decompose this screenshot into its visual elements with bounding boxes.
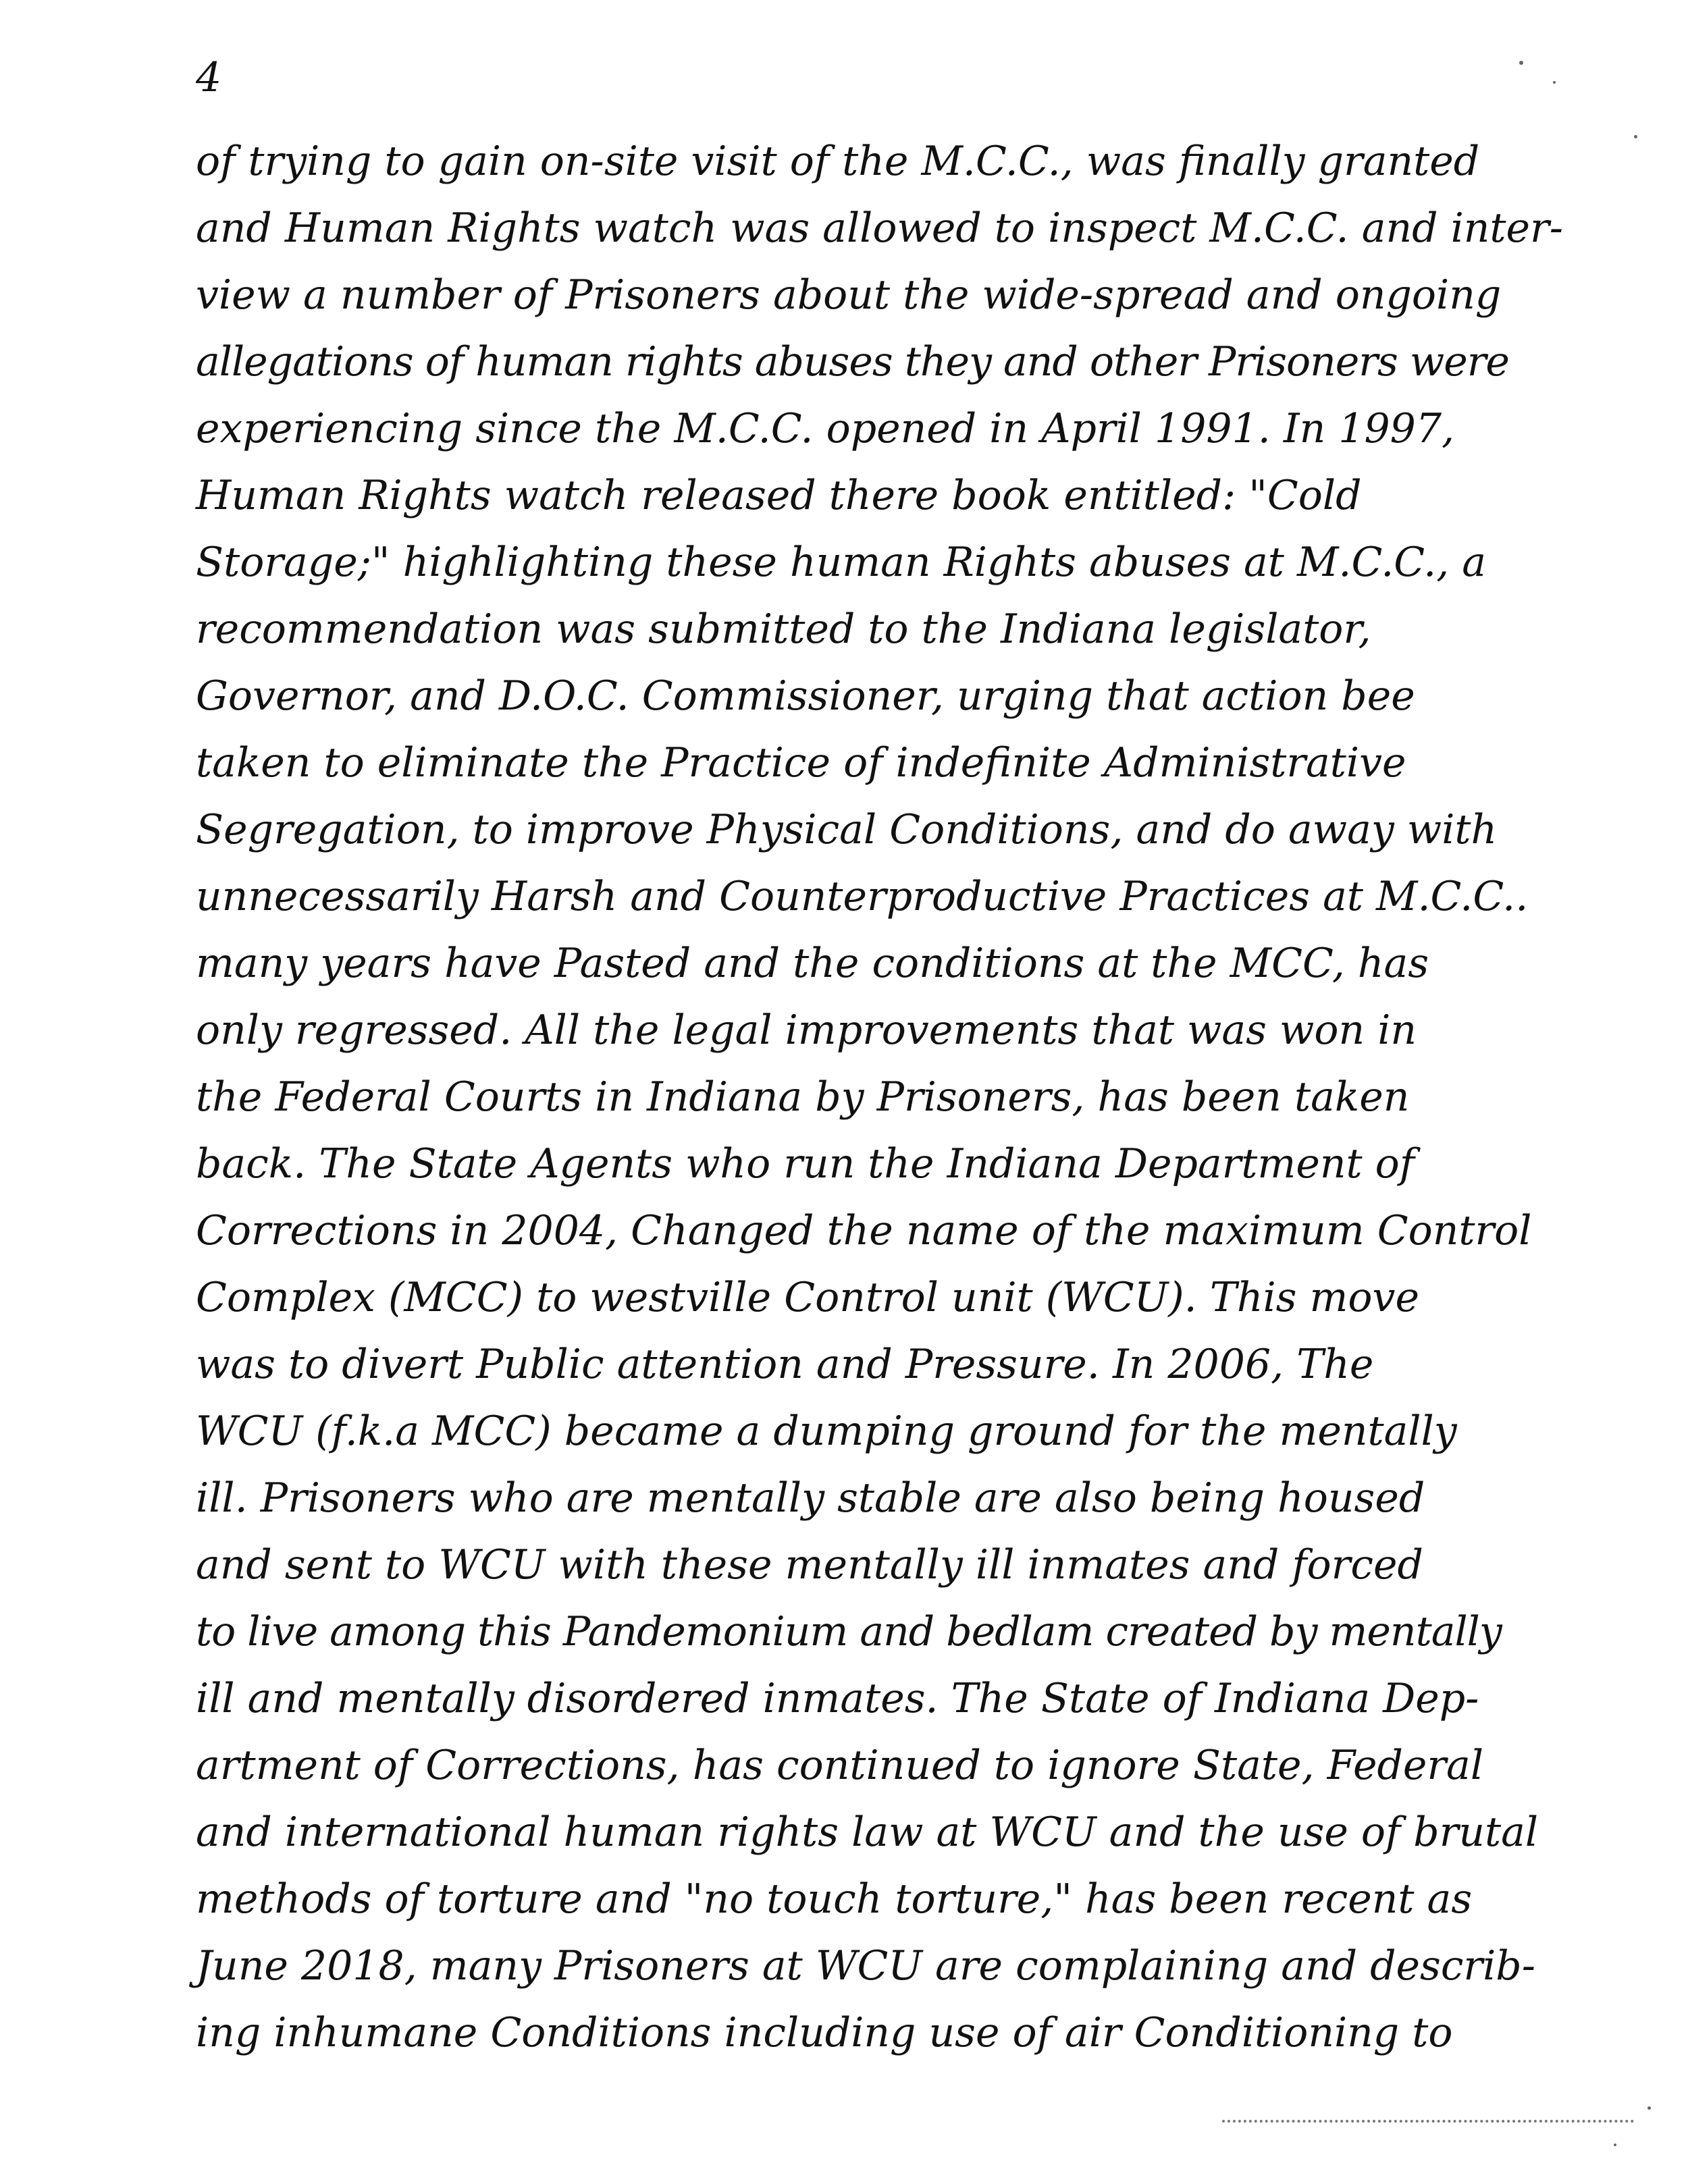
- handwritten-line: the Federal Courts in Indiana by Prisoners, has been taken: [196, 1073, 1410, 1121]
- page-number: 4: [196, 54, 222, 101]
- handwritten-line: to live among this Pandemonium and bedlam created by mentally: [196, 1608, 1502, 1655]
- scan-speck: [1553, 81, 1556, 84]
- handwritten-line: methods of torture and "no touch torture," has been recent as: [196, 1875, 1473, 1923]
- handwritten-line: many years have Pasted and the conditions at the MCC, has: [196, 940, 1429, 987]
- handwritten-line: Segregation, to improve Physical Conditions, and do away with: [196, 806, 1498, 853]
- handwritten-line: Corrections in 2004, Changed the name of the maximum Control: [196, 1207, 1532, 1254]
- handwritten-line: ill and mentally disordered inmates. The State of Indiana Dep-: [196, 1675, 1479, 1722]
- handwritten-body: [196, 128, 1641, 2067]
- handwritten-line: artment of Corrections, has continued to ignore State, Federal: [196, 1742, 1484, 1789]
- handwritten-line: back. The State Agents who run the Indiana Department of: [196, 1140, 1415, 1188]
- scan-speck: [1519, 61, 1523, 65]
- handwritten-line: June 2018, many Prisoners at WCU are complaining and describ-: [196, 1942, 1535, 1990]
- handwritten-line: Storage;" highlighting these human Rights abuses at M.C.C., a: [196, 539, 1487, 586]
- scan-dotted-rule: [1222, 2120, 1634, 2123]
- handwritten-line: ill. Prisoners who are mentally stable are also being housed: [196, 1474, 1425, 1522]
- handwritten-line: experiencing since the M.C.C. opened in April 1991. In 1997,: [196, 405, 1455, 452]
- scan-speck: [1614, 2143, 1616, 2146]
- handwritten-line: was to divert Public attention and Pressure. In 2006, The: [196, 1341, 1374, 1388]
- handwritten-line: Human Rights watch released there book entitled: "Cold: [196, 472, 1362, 519]
- handwritten-line: Governor, and D.O.C. Commissioner, urging that action bee: [196, 672, 1415, 720]
- handwritten-line: taken to eliminate the Practice of indefinite Administrative: [196, 739, 1406, 787]
- handwritten-line: and Human Rights watch was allowed to inspect M.C.C. and inter-: [196, 205, 1563, 252]
- scan-speck: [1647, 2106, 1651, 2110]
- handwritten-line: recommendation was submitted to the Indiana legislator,: [196, 606, 1371, 653]
- handwritten-line: and international human rights law at WCU and the use of brutal: [196, 1809, 1539, 1856]
- handwritten-line: and sent to WCU with these mentally ill inmates and forced: [196, 1541, 1423, 1589]
- handwritten-line: of trying to gain on-site visit of the M.C.C., was finally granted: [196, 138, 1480, 185]
- scan-speck: [1634, 135, 1637, 138]
- handwritten-line: WCU (f.k.a MCC) became a dumping ground for the mentally: [196, 1408, 1457, 1455]
- handwritten-line: allegations of human rights abuses they and other Prisoners were: [196, 338, 1509, 385]
- handwritten-line: Complex (MCC) to westville Control unit (WCU). This move: [196, 1274, 1419, 1321]
- handwritten-line: only regressed. All the legal improvements that was won in: [196, 1007, 1417, 1054]
- handwritten-line: ing inhumane Conditions including use of air Conditioning to: [196, 2009, 1453, 2056]
- handwritten-line: unnecessarily Harsh and Counterproductive Practices at M.C.C..: [196, 873, 1529, 920]
- handwritten-line: view a number of Prisoners about the wide-spread and ongoing: [196, 271, 1502, 319]
